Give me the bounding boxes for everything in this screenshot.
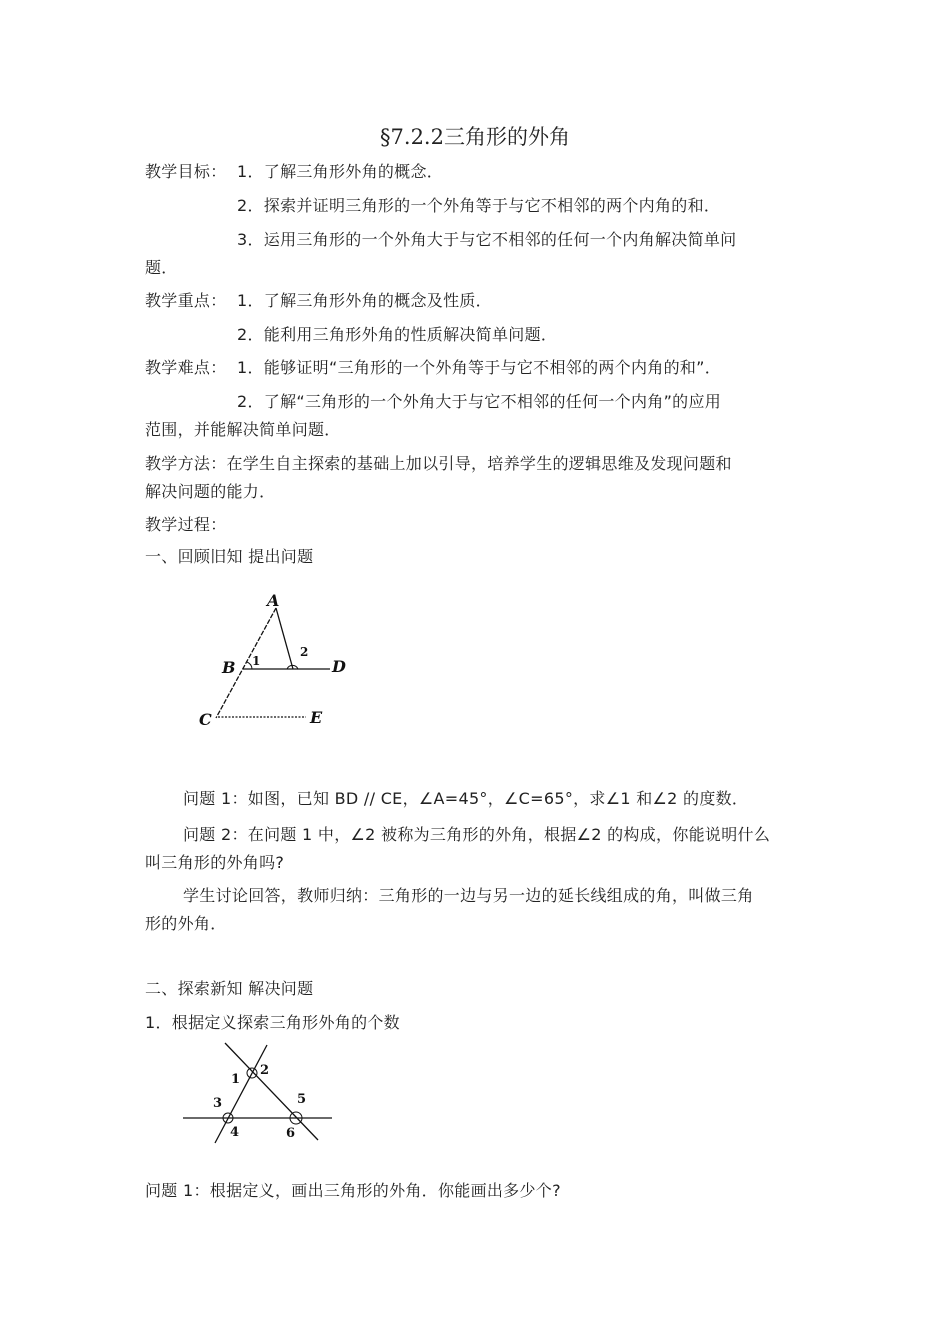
section-2-heading: 二、探索新知 解决问题	[145, 979, 314, 998]
label-e: E	[310, 708, 323, 727]
objective-item-3: 3．运用三角形的一个外角大于与它不相邻的任何一个内角解决简单问	[237, 230, 737, 249]
method-line-1: 教学方法：在学生自主探索的基础上加以引导，培养学生的逻辑思维及发现问题和	[145, 454, 732, 473]
label-angle-3: 3	[213, 1096, 223, 1111]
label-angle-1: 1	[252, 654, 261, 668]
objective-item-2: 2．探索并证明三角形的一个外角等于与它不相邻的两个内角的和．	[237, 196, 721, 215]
difficulties-label: 教学难点：	[145, 358, 227, 377]
label-angle-4: 4	[230, 1125, 240, 1140]
label-b: B	[222, 658, 236, 677]
key-point-item-2: 2．能利用三角形外角的性质解决简单问题．	[237, 325, 558, 344]
page-title: §7.2.2三角形的外角	[380, 125, 570, 149]
label-angle-1: 1	[231, 1072, 241, 1087]
key-point-item-1: 1．了解三角形外角的概念及性质．	[237, 291, 492, 310]
label-angle-5: 5	[297, 1092, 307, 1107]
section-1-answer-cont: 形的外角．	[145, 914, 227, 933]
label-angle-2: 2	[260, 1063, 270, 1078]
process-label: 教学过程：	[145, 515, 227, 534]
section-1-question-1: 问题 1：如图，已知 BD // CE，∠A=45°，∠C=65°，求∠1 和∠2 的度数．	[183, 789, 749, 808]
label-angle-2: 2	[300, 645, 309, 659]
key-points-label: 教学重点：	[145, 291, 227, 310]
objective-item-3-cont: 题．	[145, 258, 178, 277]
label-a: A	[267, 591, 280, 610]
difficulty-item-1: 1．能够证明“三角形的一个外角等于与它不相邻的两个内角的和”．	[237, 358, 722, 377]
parallel-lines-triangle-figure	[190, 588, 360, 738]
difficulty-item-2-cont: 范围，并能解决简单问题．	[145, 420, 341, 439]
section-1-heading: 一、回顾旧知 提出问题	[145, 547, 314, 566]
section-1-question-2: 问题 2：在问题 1 中，∠2 被称为三角形的外角，根据∠2 的构成，你能说明什么	[183, 825, 771, 844]
exterior-angles-figure	[180, 1040, 350, 1150]
method-line-2: 解决问题的能力．	[145, 482, 276, 501]
label-c: C	[199, 710, 212, 729]
line-a-d-side	[276, 608, 293, 669]
objectives-label: 教学目标：	[145, 162, 227, 181]
section-1-question-2-cont: 叫三角形的外角吗?	[145, 853, 285, 872]
label-d: D	[332, 657, 346, 676]
section-2-question-1: 问题 1：根据定义，画出三角形的外角．你能画出多少个?	[145, 1181, 561, 1200]
section-1-answer: 学生讨论回答，教师归纳：三角形的一边与另一边的延长线组成的角，叫做三角	[183, 886, 754, 905]
difficulty-item-2: 2．了解“三角形的一个外角大于与它不相邻的任何一个内角”的应用	[237, 392, 722, 411]
label-angle-6: 6	[286, 1126, 296, 1141]
objective-item-1: 1．了解三角形外角的概念．	[237, 162, 444, 181]
section-2-subheading: 1．根据定义探索三角形外角的个数	[145, 1013, 400, 1032]
